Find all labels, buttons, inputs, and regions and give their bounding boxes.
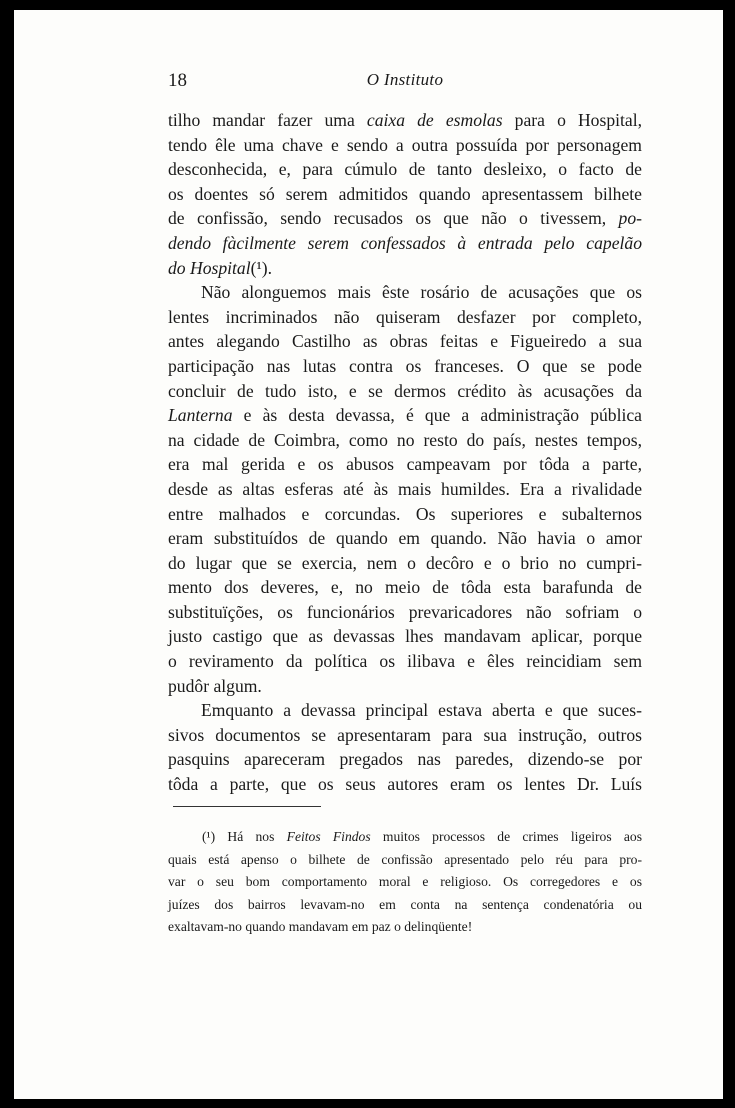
running-head [168,70,642,94]
text-line: tôda a parte, que os seus autores eram os lentes Dr. Luís [168,774,642,795]
text-line: sivos documentos se apresentaram para sua instrução, outros [168,724,642,745]
text-line: concluir de tudo isto, e se dermos crédito às acusações da [168,380,642,401]
text-line: desde as altas esferas até às mais humildes. Era a rivalidade [168,478,642,499]
footnote-line: quais está apenso o bilhete de confissão apresentado pelo réu para pro- [168,851,642,867]
footnote-rule [173,806,321,807]
text-line: pudôr algum. [168,675,262,696]
text-line: do lugar que se exercia, nem o decôro e o brio no cumpri- [168,552,642,573]
text-line: os doentes só serem admitidos quando apresentassem bilhete [168,183,642,204]
paragraph-3 [168,698,642,796]
footnote-line: var o seu bom comportamento moral e religioso. Os corregedores e os [168,874,642,890]
footnote-line: (¹) Há nos Feitos Findos muitos processos de crimes ligeiros aos [202,829,643,844]
text-line: na cidade de Coimbra, como no resto do país, nestes tempos, [168,429,642,450]
text-line: do Hospital(¹). [168,257,273,278]
paragraph-2 [168,280,642,698]
footnote-marker: (¹) [250,257,268,278]
text-line: desconhecida, e, para cúmulo de tanto desleixo, o facto de [168,159,642,180]
text-line: tendo êle uma chave e sendo a outra possuída por personagem [168,134,642,155]
text-line: substituïções, os funcionários prevaricadores não sofriam o [168,601,642,622]
footnote-line: juízes dos bairros levavam-no em conta na sentença condenatória ou [168,896,642,912]
text-line: entre malhados e corcundas. Os superiores e subalternos [168,503,642,524]
text-line: de confissão, sendo recusados os que não o tivessem, po- [168,208,642,229]
text-line: Não alonguemos mais êste rosário de acusações que os [201,282,642,303]
text-line: mento dos deveres, e, no meio de tôda esta barafunda de [168,577,642,598]
footnote [168,826,642,939]
text-line: tilho mandar fazer uma caixa de esmolas para o Hospital, [168,110,642,130]
text-line: justo castigo que as devassas lhes mandavam aplicar, porque [168,626,642,647]
page-number: 18 [168,70,187,91]
text-line: antes alegando Castilho as obras feitas e Figueiredo a sua [168,331,642,352]
running-title: O Instituto [366,70,444,89]
text-line: Emquanto a devassa principal estava aberta e que suces- [201,700,642,721]
paragraph-1 [168,108,642,280]
text-line: participação nas lutas contra os franceses. O que se pode [168,355,642,376]
text-line: era mal gerida e os abusos campeavam por tôda a parte, [168,454,642,475]
text-line: pasquins apareceram pregados nas paredes, dizendo-se por [168,749,642,770]
text-line: o reviramento da política os ilibava e êles reincidiam sem [168,651,642,672]
text-line: dendo fàcilmente serem confessados à entrada pelo capelão [168,232,642,253]
body-text [168,108,642,797]
text-line: lentes incriminados não quiseram desfazer por completo, [168,306,642,327]
text-line: eram substituídos de quando em quando. Não havia o amor [168,528,642,549]
text-line: Lanterna e às desta devassa, é que a administração pública [168,405,642,426]
footnote-line: exaltavam-no quando mandavam em paz o delinqüente! [168,919,473,935]
